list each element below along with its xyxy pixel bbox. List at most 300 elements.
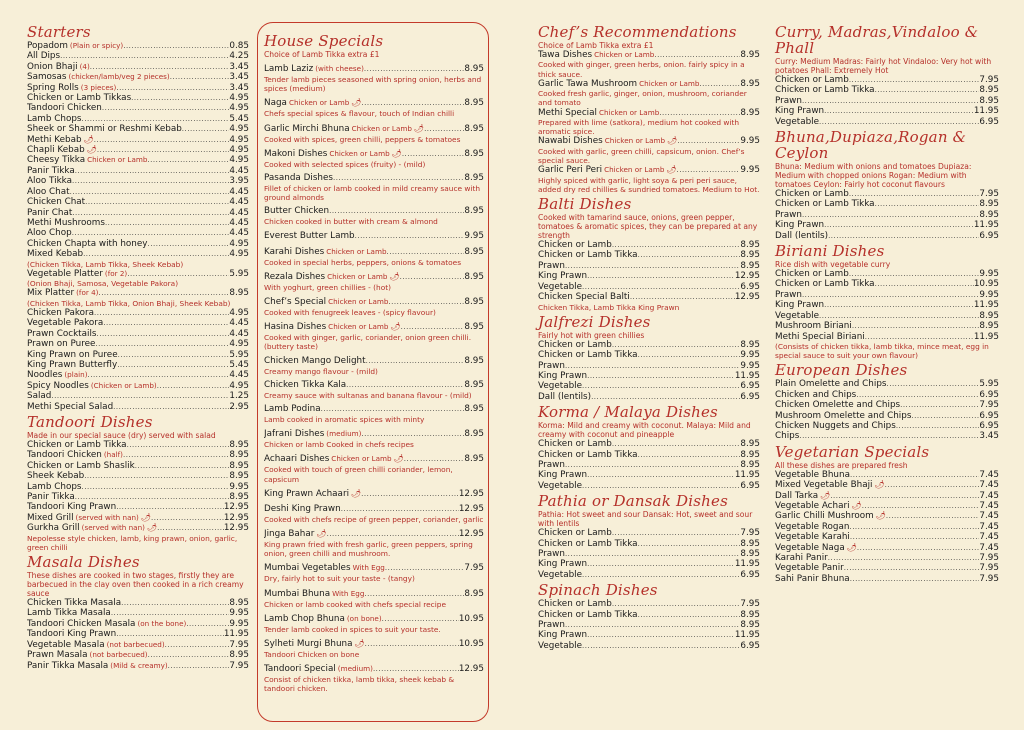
menu-item-row xyxy=(538,250,760,260)
dot-leader xyxy=(103,318,229,328)
menu-item-row xyxy=(264,588,484,600)
menu-item-row xyxy=(27,661,249,671)
item-name: King Prawn xyxy=(538,470,588,481)
item-price: 10.95 xyxy=(458,639,484,650)
menu-item-row xyxy=(775,279,999,289)
item-price: 8.95 xyxy=(464,404,484,415)
menu-item-row xyxy=(775,321,999,331)
item-price: 8.95 xyxy=(464,355,484,366)
item-name: Vegetable Rogan xyxy=(775,521,850,532)
dot-leader xyxy=(116,83,229,93)
menu-item-row xyxy=(27,176,249,186)
item-description: (Consists of chicken tikka, lamb tikka, mince meat, egg in special sauce to suit your own flavour) xyxy=(775,341,989,361)
item-note: (Plain or spicy) xyxy=(69,41,124,50)
chilli-icon: 🌶 xyxy=(140,512,151,522)
item-name: Jafrani Dishes xyxy=(264,429,325,440)
item-name: Garlic Mirchi Bhuna xyxy=(264,123,350,134)
dot-leader xyxy=(75,166,230,176)
section-subtitle: Cooked with tamarind sauce, onions, green pepper, tomatoes & aromatic spices, they can be prepared at any strength xyxy=(538,213,758,241)
chilli-icon: 🌶 xyxy=(351,98,362,108)
item-price: 8.95 xyxy=(740,107,760,118)
dot-leader xyxy=(382,614,459,625)
menu-item-row xyxy=(538,599,760,609)
dot-leader xyxy=(127,269,229,279)
item-description: Tandoori Chicken on bone xyxy=(264,650,360,660)
item-name: King Prawn xyxy=(538,370,588,381)
item-price: 8.95 xyxy=(464,246,484,257)
chilli-icon: 🌶 xyxy=(874,480,885,490)
menu-item-row xyxy=(538,108,760,118)
item-price: 9.95 xyxy=(229,618,249,629)
item-description: Chicken Tikka, Lamb Tikka King Prawn xyxy=(538,302,680,312)
menu-item-row xyxy=(775,470,999,480)
item-price: 12.95 xyxy=(223,502,249,513)
item-name: Lamb Chops xyxy=(27,113,82,124)
menu-item-row xyxy=(27,103,249,113)
item-price: 4.95 xyxy=(229,93,249,104)
item-price: 8.95 xyxy=(740,260,760,271)
dot-leader xyxy=(341,504,459,515)
item-name: Dall Tarka xyxy=(775,490,819,501)
menu-item-row xyxy=(538,50,760,60)
item-name: Prawn xyxy=(538,459,565,470)
item-description: Creamy mango flavour - (mild) xyxy=(264,366,378,376)
item-note: Chicken or Lamb xyxy=(598,107,660,117)
dot-leader xyxy=(401,322,465,333)
dot-leader xyxy=(638,250,741,260)
dot-leader xyxy=(135,461,230,471)
item-price: 7.95 xyxy=(979,75,999,85)
section-subtitle: Rice dish with vegetable curry xyxy=(775,260,891,270)
dot-leader xyxy=(148,239,230,249)
item-description: Prepared with lime (satkora), medium hot cooked with aromatic spice. xyxy=(538,118,740,137)
dot-leader xyxy=(582,641,740,651)
item-note: (3 pieces) xyxy=(80,82,117,92)
menu-item-row xyxy=(264,380,484,391)
item-name: Panir Tikka Masala xyxy=(27,660,109,671)
menu-item-row xyxy=(775,300,999,310)
dot-leader xyxy=(565,460,740,470)
item-name: Karahi Dishes xyxy=(264,246,325,257)
dot-leader xyxy=(900,400,979,410)
dot-leader xyxy=(424,124,464,135)
dot-leader xyxy=(699,79,740,89)
item-price: 12.95 xyxy=(458,488,484,499)
item-price: 6.95 xyxy=(740,381,760,392)
item-note: Chicken or Lamb xyxy=(331,454,392,464)
item-note: (Mild & creamy) xyxy=(110,660,168,670)
menu-item-row xyxy=(775,379,999,389)
item-description: (Onion Bhaji, Samosa, Vegetable Pakora) xyxy=(27,279,179,289)
dot-leader xyxy=(82,114,230,124)
dot-leader xyxy=(388,297,464,308)
item-name: Prawn Cocktails xyxy=(27,328,97,339)
item-name: Tandoori Chicken xyxy=(27,450,102,461)
item-description: Dry, fairly hot to suit your taste - (tangy) xyxy=(264,574,415,584)
dot-leader xyxy=(373,664,459,675)
item-note: (Chicken or Lamb) xyxy=(90,380,157,390)
menu-item-row xyxy=(538,539,760,549)
item-name: Chicken or Lamb Tikka xyxy=(538,449,638,460)
dot-leader xyxy=(862,501,980,511)
item-price: 12.95 xyxy=(223,523,249,534)
menu-item-row xyxy=(775,522,999,532)
section-subtitle: Korma: Mild and creamy with coconut. Malaya: Mild and creamy with coconut and pineapple xyxy=(538,421,751,440)
menu-item-row xyxy=(775,501,999,511)
dot-leader xyxy=(105,218,229,228)
menu-item-row xyxy=(775,75,999,85)
dot-leader xyxy=(612,340,741,350)
item-note: (served with nan) xyxy=(81,523,145,533)
menu-item-row xyxy=(27,318,249,328)
menu-item-row xyxy=(538,559,760,569)
item-price: 7.95 xyxy=(229,660,249,671)
item-name: Vegetable Platter xyxy=(27,268,103,279)
item-description: Tender lamb cooked in spices to suit your taste. xyxy=(264,624,441,634)
chilli-icon: 🌶 xyxy=(666,165,677,175)
item-note: Chicken or Lamb xyxy=(604,136,666,146)
item-name: Lamb Laziz xyxy=(264,64,314,74)
dot-leader xyxy=(365,639,459,650)
menu-item-row xyxy=(27,502,249,512)
dot-leader xyxy=(60,51,229,61)
item-price: 8.95 xyxy=(740,50,760,60)
item-name: Vegetable Karahi xyxy=(775,532,850,543)
dot-leader xyxy=(677,136,740,146)
item-name: Chef’s Special xyxy=(264,297,327,308)
item-price: 9.95 xyxy=(979,269,999,280)
item-price: 8.95 xyxy=(979,85,999,96)
item-name: King Prawn xyxy=(775,106,825,117)
dot-leader xyxy=(819,311,979,321)
dot-leader xyxy=(587,371,735,381)
item-price: 3.45 xyxy=(229,72,249,83)
menu-item-row xyxy=(264,428,484,440)
item-name: King Prawn Achaari xyxy=(264,488,350,499)
menu-item-row xyxy=(775,106,999,116)
menu-item-row xyxy=(264,173,484,184)
menu-item-row xyxy=(27,228,249,238)
section-title: Biriani Dishes xyxy=(775,242,885,261)
chilli-icon: 🌶 xyxy=(820,490,831,500)
item-name: Vegetable xyxy=(538,569,583,580)
item-price: 9.95 xyxy=(229,608,249,619)
dot-leader xyxy=(327,529,459,540)
item-price: 6.95 xyxy=(740,480,760,491)
item-note: Chicken or Lamb xyxy=(87,155,148,165)
menu-item-row xyxy=(775,574,999,584)
menu-item-row xyxy=(775,532,999,542)
item-description: Consist of chicken tikka, lamb tikka, sheek kebab & tandoori chicken. xyxy=(264,675,455,694)
house-specials-panel xyxy=(257,22,489,722)
item-description: Cooked with spices, green chilli, peppers & tomatoes xyxy=(264,134,461,144)
item-name: Spring Rolls xyxy=(27,82,79,93)
item-description: Chicken or lamb Cooked in chefs recipes xyxy=(264,440,414,450)
menu-item-row xyxy=(538,79,760,89)
dot-leader xyxy=(587,470,735,480)
menu-item-row xyxy=(538,630,760,640)
item-price: 8.95 xyxy=(229,598,249,609)
dot-leader xyxy=(123,450,229,460)
menu-item-row xyxy=(775,421,999,431)
chilli-icon: 🌶 xyxy=(393,454,404,464)
dot-leader xyxy=(911,411,979,421)
item-price: 3.45 xyxy=(229,82,249,93)
item-name: Cheesy Tikka xyxy=(27,155,86,166)
item-price: 7.95 xyxy=(979,563,999,574)
item-note: With Egg xyxy=(332,588,365,598)
item-price: 8.95 xyxy=(740,548,760,559)
item-name: Tandoori King Prawn xyxy=(27,502,117,513)
dot-leader xyxy=(117,360,229,370)
menu-item-row xyxy=(27,145,249,155)
item-price: 4.45 xyxy=(229,207,249,218)
item-price: 8.95 xyxy=(464,588,484,599)
item-price: 8.95 xyxy=(464,98,484,109)
item-price: 12.95 xyxy=(223,512,249,523)
dot-leader xyxy=(170,72,230,82)
item-price: 8.95 xyxy=(229,460,249,471)
item-name: Vegetable Panir xyxy=(775,563,844,574)
menu-item-row xyxy=(27,83,249,93)
item-note: (on bone) xyxy=(346,613,382,623)
item-description: Nepolesse style chicken, lamb, king prawn, onion, garlic, green chilli xyxy=(27,533,238,552)
item-name: Mix Platter xyxy=(27,288,75,299)
item-price: 7.95 xyxy=(979,573,999,584)
menu-item-row xyxy=(775,189,999,199)
item-note: Chicken or Lamb xyxy=(326,246,387,256)
item-name: Samosas xyxy=(27,72,67,83)
item-name: Garlic Peri Peri xyxy=(538,165,603,176)
item-note: (with cheese) xyxy=(315,64,364,73)
item-name: Chicken or Lamb Tikka xyxy=(538,250,638,261)
dot-leader xyxy=(850,470,979,480)
item-price: 8.95 xyxy=(464,148,484,159)
item-price: 11.95 xyxy=(223,629,249,640)
dot-leader xyxy=(364,589,464,600)
item-name: King Prawn on Puree xyxy=(27,349,118,360)
dot-leader xyxy=(366,356,465,367)
item-price: 4.45 xyxy=(229,370,249,381)
dot-leader xyxy=(121,598,229,608)
item-description: Fillet of chicken or lamb cooked in mild creamy sauce with ground almonds xyxy=(264,184,481,203)
menu-item-row xyxy=(775,311,999,321)
menu-item-row xyxy=(775,220,999,230)
item-name: Chicken or Lamb Tikkas xyxy=(27,93,132,104)
dot-leader xyxy=(83,249,229,259)
item-name: Prawn xyxy=(538,548,565,559)
menu-item-row xyxy=(775,199,999,209)
item-name: Chicken Chapta with honey xyxy=(27,238,148,249)
dot-leader xyxy=(591,392,740,402)
dot-leader xyxy=(612,439,741,449)
item-note: Chicken or Lamb xyxy=(327,271,388,281)
dot-leader xyxy=(887,379,980,389)
item-name: Vegetable xyxy=(775,116,820,127)
item-name: Tandoori Special xyxy=(264,664,336,675)
menu-item-row xyxy=(264,663,484,675)
item-description: Cooked with chefs recipe of green pepper, coriander, garlic xyxy=(264,514,484,524)
item-name: Chicken or Lamb Tikka xyxy=(27,440,127,451)
item-note: Chicken or Lamb xyxy=(594,50,655,59)
item-note: (medium) xyxy=(326,429,362,439)
item-price: 9.95 xyxy=(740,350,760,361)
dot-leader xyxy=(659,108,740,118)
dot-leader xyxy=(75,492,230,502)
menu-item-row xyxy=(264,453,484,465)
section-title: Vegetarian Specials xyxy=(775,442,930,461)
item-name: Prawn Masala xyxy=(27,650,88,661)
item-name: Prawn on Puree xyxy=(27,339,96,350)
item-price: 8.95 xyxy=(740,620,760,631)
item-name: Chicken Omelette and Chips xyxy=(775,400,901,411)
section-subtitle: Pathia: Hot sweet and sour Dansak: Hot, sweet and sour with lentils xyxy=(538,510,753,529)
item-price: 12.95 xyxy=(734,292,760,303)
menu-item-row xyxy=(775,269,999,279)
dot-leader xyxy=(857,543,979,553)
item-price: 7.45 xyxy=(979,542,999,553)
dot-leader xyxy=(88,370,230,380)
item-name: Chicken or Lamb xyxy=(775,189,849,200)
item-price: 8.95 xyxy=(464,429,484,440)
item-note: (medium) xyxy=(337,664,373,674)
item-price: 4.45 xyxy=(229,228,249,239)
menu-item-row xyxy=(538,136,760,146)
menu-item-row xyxy=(775,290,999,300)
dot-leader xyxy=(850,532,980,542)
item-name: King Prawn xyxy=(538,271,588,282)
menu-item-row xyxy=(27,461,249,471)
dot-leader xyxy=(157,523,224,533)
item-price: 8.95 xyxy=(740,609,760,620)
dot-leader xyxy=(830,491,979,501)
item-name: Prawn xyxy=(538,260,565,271)
dot-leader xyxy=(875,279,974,289)
item-price: 8.95 xyxy=(464,206,484,217)
menu-item-row xyxy=(27,650,249,660)
item-name: Sylheti Murgi Bhuna xyxy=(264,639,353,650)
item-name: Vegetable Achari xyxy=(775,500,850,511)
item-note: (plain) xyxy=(64,370,88,380)
item-name: Panir Chat xyxy=(27,207,73,218)
item-name: Chicken or Lamb Tikka xyxy=(538,609,638,620)
item-price: 8.95 xyxy=(229,450,249,461)
menu-column-4 xyxy=(775,22,999,584)
menu-item-row xyxy=(775,85,999,95)
section-title: Starters xyxy=(27,23,91,41)
item-name: Makoni Dishes xyxy=(264,148,328,159)
menu-item-row xyxy=(27,269,249,279)
dot-leader xyxy=(587,271,735,281)
dot-leader xyxy=(565,361,740,371)
dot-leader xyxy=(95,339,229,349)
item-name: Methi Special Biriani xyxy=(775,331,865,342)
section-title: Curry, Madras,Vindaloo & Phall xyxy=(775,23,979,57)
menu-item-row xyxy=(27,619,249,629)
item-name: Chicken and Chips xyxy=(775,389,857,400)
item-name: Hasina Dishes xyxy=(264,322,327,333)
item-name: Tawa Dishes xyxy=(538,50,593,60)
item-price: 4.45 xyxy=(229,217,249,228)
item-description: (Chicken Tikka, Lamb Tikka, Onion Bhaji, Sheek Kebab) xyxy=(27,298,231,308)
item-name: Chapli Kebab xyxy=(27,145,85,156)
chilli-icon: 🌶 xyxy=(146,523,158,533)
dot-leader xyxy=(70,187,230,197)
menu-item-row xyxy=(538,271,760,281)
dot-leader xyxy=(865,332,974,342)
dot-leader xyxy=(582,381,740,391)
menu-item-row xyxy=(538,282,760,292)
item-note: (on the bone) xyxy=(137,618,187,628)
menu-item-row xyxy=(27,155,249,165)
item-name: Prawn xyxy=(538,620,565,631)
menu-item-row xyxy=(264,97,484,109)
item-price: 3.95 xyxy=(229,176,249,187)
item-name: Deshi King Prawn xyxy=(264,503,341,514)
dot-leader xyxy=(849,522,979,532)
dot-leader xyxy=(856,390,979,400)
menu-item-row xyxy=(538,340,760,350)
menu-item-row xyxy=(27,440,249,450)
dot-leader xyxy=(612,240,741,250)
menu-item-row xyxy=(538,361,760,371)
dot-leader xyxy=(329,206,464,217)
item-price: 11.95 xyxy=(973,331,999,342)
item-note: Chicken or Lamb xyxy=(639,78,700,88)
item-price: 5.45 xyxy=(229,113,249,124)
chilli-icon: 🌶 xyxy=(851,500,862,510)
item-description: Cooked with touch of green chilli coriander, lemon, capsicum xyxy=(264,465,453,484)
item-price: 11.95 xyxy=(973,220,999,231)
item-description: (Chicken Tikka, Lamb Tikka, Sheek Kebab) xyxy=(27,259,184,269)
section-title: Tandoori Dishes xyxy=(27,413,153,432)
item-price: 7.45 xyxy=(979,480,999,491)
item-price: 7.95 xyxy=(229,639,249,650)
item-price: 8.95 xyxy=(979,209,999,220)
menu-item-row xyxy=(538,620,760,630)
item-price: 9.95 xyxy=(979,289,999,300)
menu-item-row xyxy=(264,488,484,500)
item-name: Prawn xyxy=(775,209,802,220)
dot-leader xyxy=(582,481,740,491)
item-name: Lamb Podina xyxy=(264,404,321,415)
item-description: Cooked fresh garlic, ginger, onion, mushroom, coriander and tomato xyxy=(538,89,747,108)
dot-leader xyxy=(885,480,980,490)
item-price: 12.95 xyxy=(458,503,484,514)
item-description: Tender lamb pieces seasoned with spring onion, herbs and spices (medium) xyxy=(264,75,482,94)
section-title: Spinach Dishes xyxy=(538,581,658,600)
chilli-icon: 🌶 xyxy=(391,148,402,158)
menu-item-row xyxy=(27,208,249,218)
section-title: Chef’s Recommendations xyxy=(538,23,737,41)
dot-leader xyxy=(565,620,740,630)
item-name: Vegetable Naga xyxy=(775,542,845,553)
item-price: 4.45 xyxy=(229,318,249,329)
item-note: (half) xyxy=(103,450,123,460)
item-name: All Dips xyxy=(27,51,61,62)
item-name: Everest Butter Lamb xyxy=(264,230,355,241)
menu-item-row xyxy=(264,296,484,308)
item-description: Cooked with garlic, green chilli, capsicum, onion. Chef’s special sauce. xyxy=(538,146,745,166)
menu-item-row xyxy=(264,613,484,625)
dot-leader xyxy=(587,559,735,569)
item-name: Methi Mushrooms xyxy=(27,217,105,228)
item-name: Mixed Grill xyxy=(27,512,74,523)
item-note: With Egg xyxy=(352,563,385,573)
item-name: Vegetable xyxy=(538,480,583,491)
item-name: Vegetable xyxy=(538,281,583,292)
item-name: Gurkha Grill xyxy=(27,523,80,534)
